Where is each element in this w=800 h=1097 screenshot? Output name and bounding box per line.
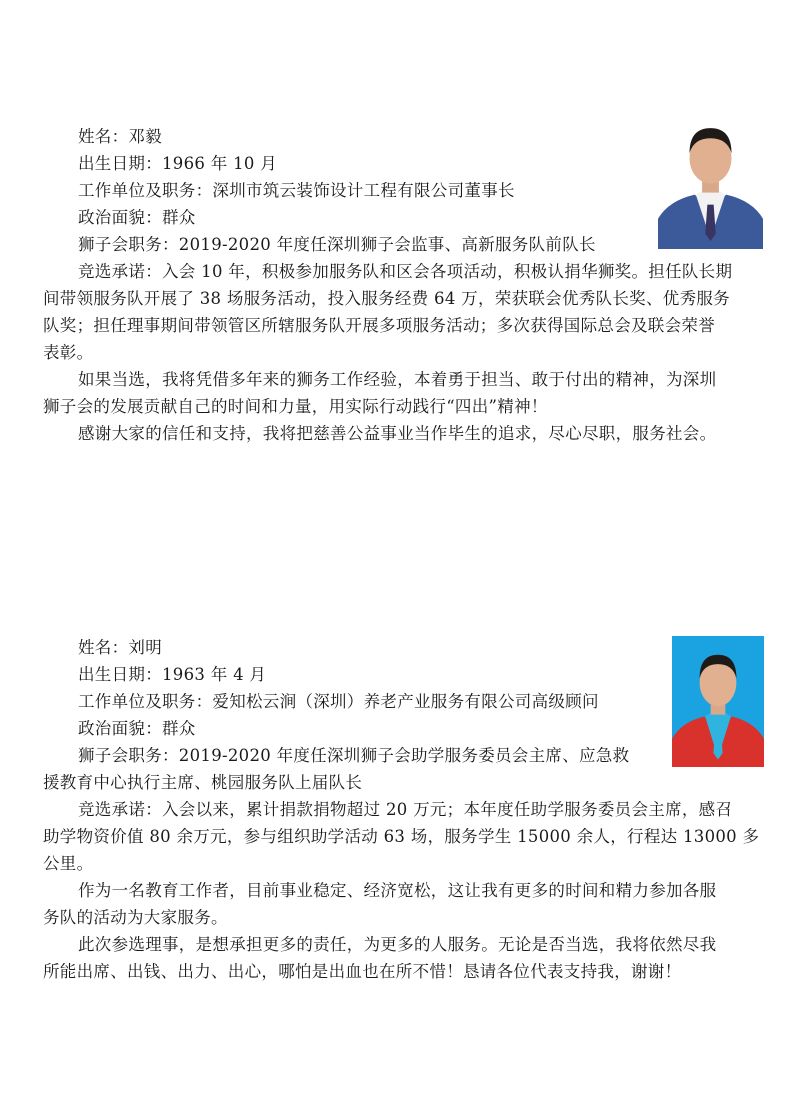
text-line: 姓名：刘明 — [78, 638, 162, 657]
text-line: 出生日期：1963 年 4 月 — [78, 665, 267, 684]
text-line: 狮子会职务：2019-2020 年度任深圳狮子会监事、高新服务队前队长 — [78, 235, 596, 254]
candidate-photo — [658, 108, 763, 249]
text-line: 竞选承诺：入会 10 年，积极参加服务队和区会各项活动，积极认捐华狮奖。担任队长期 — [78, 262, 733, 281]
text-line: 狮子会职务：2019-2020 年度任深圳狮子会助学服务委员会主席、应急救 — [78, 746, 630, 765]
text-line: 表彰。 — [43, 343, 94, 362]
text-line: 感谢大家的信任和支持，我将把慈善公益事业当作毕生的追求，尽心尽职，服务社会。 — [78, 424, 717, 443]
text-line: 政治面貌：群众 — [78, 719, 196, 738]
text-line: 竞选承诺：入会以来，累计捐款捐物超过 20 万元；本年度任助学服务委员会主席，感召 — [78, 800, 733, 819]
text-line: 工作单位及职务：爱知松云涧（深圳）养老产业服务有限公司高级顾问 — [78, 692, 599, 711]
text-line: 此次参选理事，是想承担更多的责任，为更多的人服务。无论是否当选，我将依然尽我 — [78, 935, 717, 954]
text-line: 援教育中心执行主席、桃园服务队上届队长 — [43, 773, 363, 792]
text-line: 工作单位及职务：深圳市筑云装饰设计工程有限公司董事长 — [78, 181, 515, 200]
text-line: 助学物资价值 80 余万元，参与组织助学活动 63 场，服务学生 15000 余人，行程达 13000 多 — [43, 827, 760, 846]
text-line: 出生日期：1966 年 10 月 — [78, 154, 278, 173]
text-line: 所能出席、出钱、出力、出心，哪怕是出血也在所不惜！恳请各位代表支持我，谢谢！ — [43, 962, 682, 981]
text-line: 作为一名教育工作者，目前事业稳定、经济宽松，这让我有更多的时间和精力参加各服 — [78, 881, 717, 900]
text-line: 务队的活动为大家服务。 — [43, 908, 228, 927]
text-line: 间带领服务队开展了 38 场服务活动，投入服务经费 64 万，荣获联会优秀队长奖、优秀服务 — [43, 289, 730, 308]
candidate-photo — [672, 636, 764, 767]
text-line: 狮子会的发展贡献自己的时间和力量，用实际行动践行“四出”精神！ — [43, 397, 548, 416]
text-line: 政治面貌：群众 — [78, 208, 196, 227]
text-line: 如果当选，我将凭借多年来的狮务工作经验，本着勇于担当、敢于付出的精神，为深圳 — [78, 370, 717, 389]
text-line: 队奖；担任理事期间带领管区所辖服务队开展多项服务活动；多次获得国际总会及联会荣誉 — [43, 316, 715, 335]
text-line: 姓名：邓毅 — [78, 127, 162, 146]
text-line: 公里。 — [43, 854, 94, 873]
